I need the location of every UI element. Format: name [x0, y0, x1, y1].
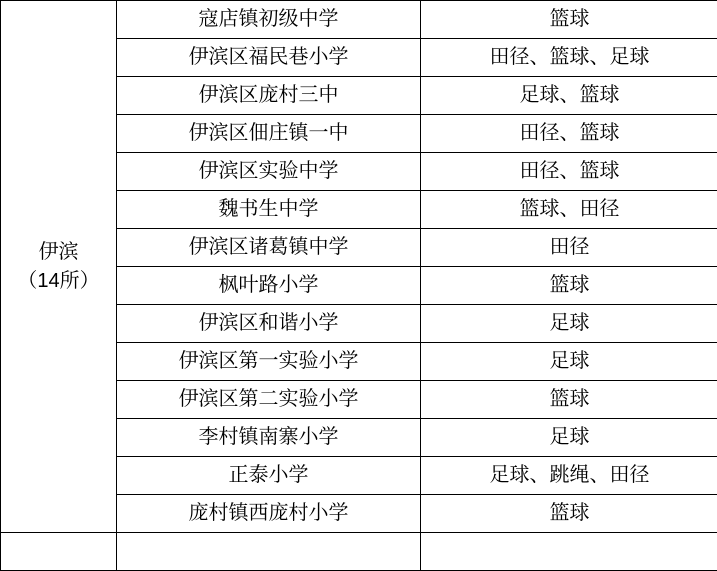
- school-sports: 篮球: [421, 495, 717, 533]
- school-name: 伊滨区诸葛镇中学: [117, 229, 421, 267]
- table-body: [1, 1, 717, 571]
- school-sports: 足球: [421, 343, 717, 381]
- school-name: 枫叶路小学: [117, 267, 421, 305]
- school-name: 伊滨区第二实验小学: [117, 381, 421, 419]
- school-sports: 田径、篮球: [421, 153, 717, 191]
- school-sports: 篮球: [421, 267, 717, 305]
- school-name: 伊滨区庞村三中: [117, 77, 421, 115]
- school-sports: 篮球、田径: [421, 191, 717, 229]
- school-name: 伊滨区福民巷小学: [117, 39, 421, 77]
- school-name: 李村镇南寨小学: [117, 419, 421, 457]
- school-name: 魏书生中学: [117, 191, 421, 229]
- region-label-group: [1, 238, 116, 296]
- region-cell-truncated: [1, 533, 117, 571]
- school-name: 寇店镇初级中学: [117, 1, 421, 39]
- school-name: 伊滨区实验中学: [117, 153, 421, 191]
- region-count: （14所）: [17, 267, 99, 296]
- school-sports-truncated: [421, 533, 717, 571]
- school-name: 正泰小学: [117, 457, 421, 495]
- school-name: 伊滨区佃庄镇一中: [117, 115, 421, 153]
- school-sports: 田径、篮球: [421, 115, 717, 153]
- school-sports: 田径: [421, 229, 717, 267]
- school-name: 伊滨区第一实验小学: [117, 343, 421, 381]
- school-sports: 足球: [421, 305, 717, 343]
- region-cell: [1, 1, 117, 533]
- school-sports: 篮球: [421, 1, 717, 39]
- region-name: 伊滨: [39, 238, 79, 267]
- table-row: [1, 1, 717, 39]
- school-sports: 足球: [421, 419, 717, 457]
- school-sports: 足球、篮球: [421, 77, 717, 115]
- school-name: 伊滨区和谐小学: [117, 305, 421, 343]
- school-sports: 足球、跳绳、田径: [421, 457, 717, 495]
- table-row-truncated: [1, 533, 717, 571]
- school-sports: 田径、篮球、足球: [421, 39, 717, 77]
- school-name: 庞村镇西庞村小学: [117, 495, 421, 533]
- school-sports: 篮球: [421, 381, 717, 419]
- school-name-truncated: [117, 533, 421, 571]
